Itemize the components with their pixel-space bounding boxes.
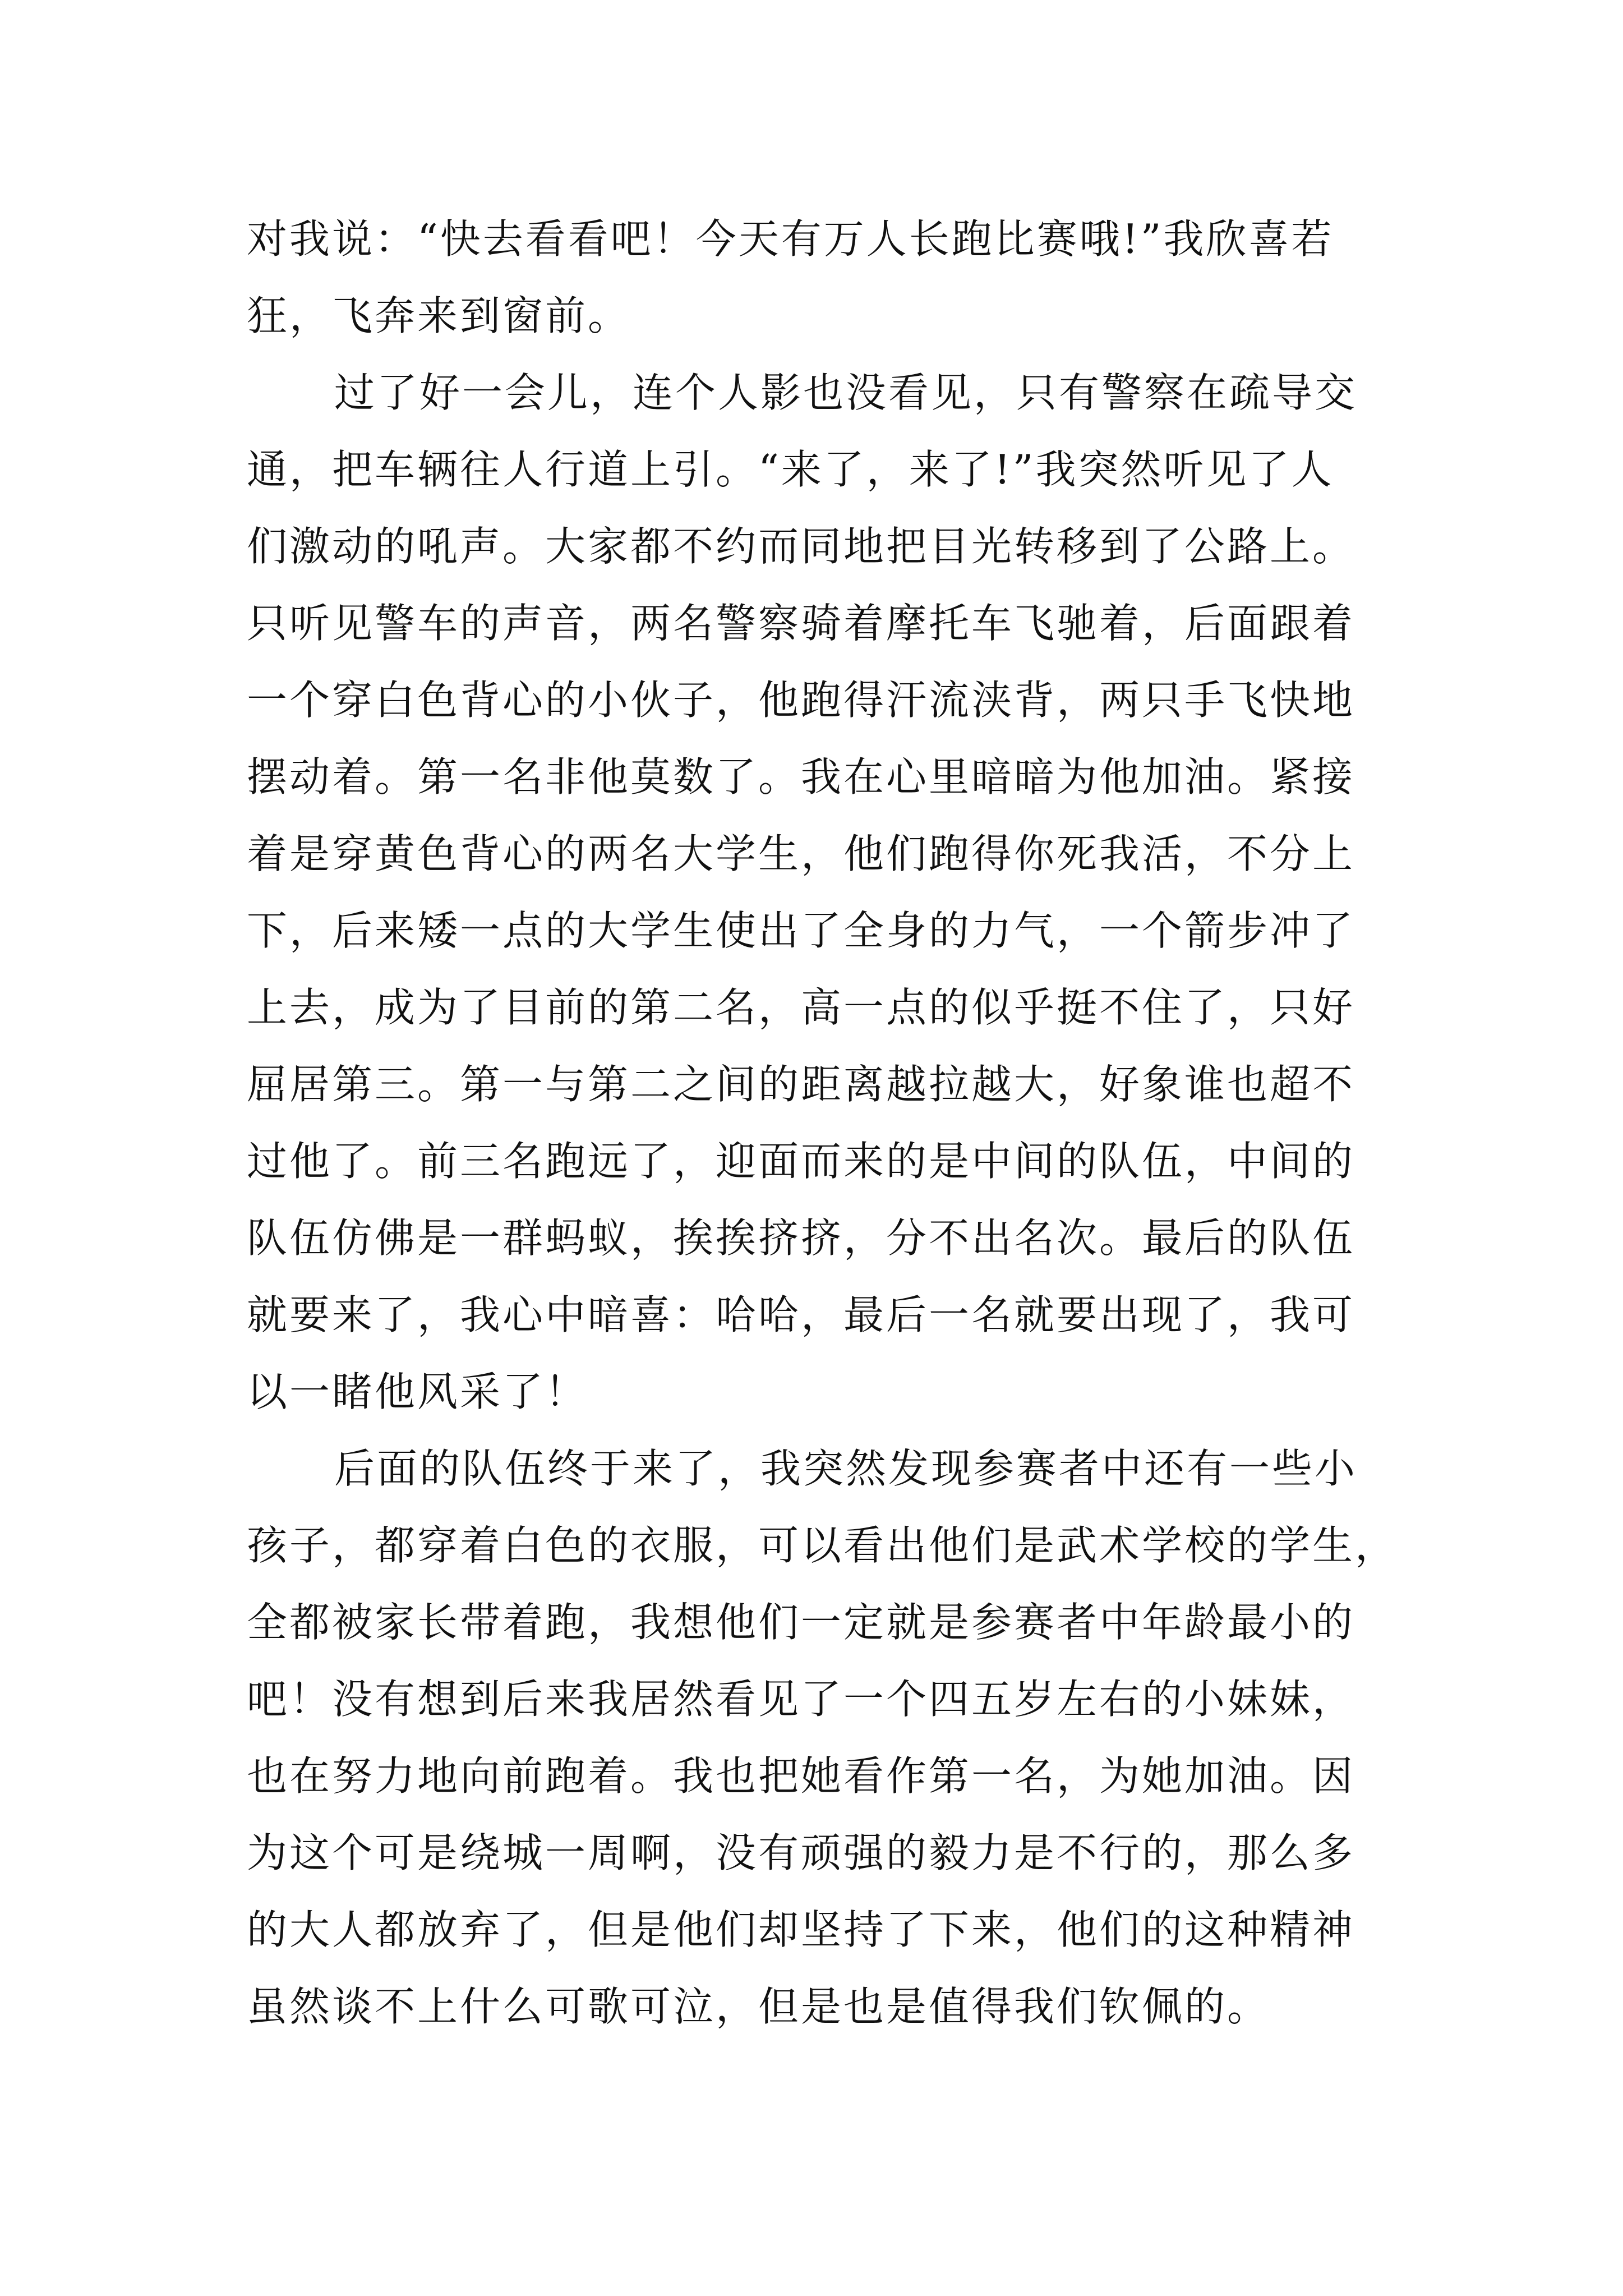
text-line: 就要来了，我心中暗喜：哈哈，最后一名就要出现了，我可	[247, 1291, 1355, 1338]
text-line: 通，把车辆往人行道上引。“来了，来了!”我突然听见了人	[247, 446, 1334, 493]
text-line: 队伍仿佛是一群蚂蚁，挨挨挤挤，分不出名次。最后的队伍	[247, 1214, 1355, 1262]
article-body	[247, 201, 1398, 2045]
text-line: 上去，成为了目前的第二名，高一点的似乎挺不住了，只好	[247, 984, 1355, 1031]
text-line: 的大人都放弃了，但是他们却坚持了下来，他们的这种精神	[247, 1906, 1355, 1953]
text-line: 全都被家长带着跑，我想他们一定就是参赛者中年龄最小的	[247, 1599, 1355, 1646]
text-line: 对我说：“快去看看吧！今天有万人长跑比赛哦!”我欣喜若	[247, 215, 1334, 263]
text-line: 过他了。前三名跑远了，迎面而来的是中间的队伍，中间的	[247, 1138, 1355, 1185]
text-line: 孩子，都穿着白色的衣服，可以看出他们是武术学校的学生，	[247, 1522, 1398, 1569]
text-line: 吧！没有想到后来我居然看见了一个四五岁左右的小妹妹，	[247, 1676, 1355, 1723]
text-line: 下，后来矮一点的大学生使出了全身的力气，一个箭步冲了	[247, 907, 1355, 954]
text-line: 以一睹他风采了！	[247, 1368, 588, 1415]
paragraph-start-line: 后面的队伍终于来了，我突然发现参赛者中还有一些小	[334, 1445, 1358, 1492]
text-line: 着是穿黄色背心的两名大学生，他们跑得你死我活，不分上	[247, 830, 1355, 877]
text-line: 也在努力地向前跑着。我也把她看作第一名，为她加油。因	[247, 1752, 1355, 1800]
text-line: 为这个可是绕城一周啊，没有顽强的毅力是不行的，那么多	[247, 1829, 1355, 1876]
text-line: 虽然谈不上什么可歌可泣，但是也是值得我们钦佩的。	[247, 1983, 1270, 2030]
paragraph-start-line: 过了好一会儿，连个人影也没看见，只有警察在疏导交	[334, 369, 1358, 416]
text-line: 一个穿白色背心的小伙子，他跑得汗流浃背，两只手飞快地	[247, 677, 1355, 724]
text-line: 们激动的吼声。大家都不约而同地把目光转移到了公路上。	[247, 523, 1355, 570]
text-line: 只听见警车的声音，两名警察骑着摩托车飞驰着，后面跟着	[247, 600, 1355, 647]
text-line: 屈居第三。第一与第二之间的距离越拉越大，好象谁也超不	[247, 1061, 1355, 1108]
text-line: 摆动着。第一名非他莫数了。我在心里暗暗为他加油。紧接	[247, 753, 1355, 800]
text-line: 狂，飞奔来到窗前。	[247, 292, 631, 339]
